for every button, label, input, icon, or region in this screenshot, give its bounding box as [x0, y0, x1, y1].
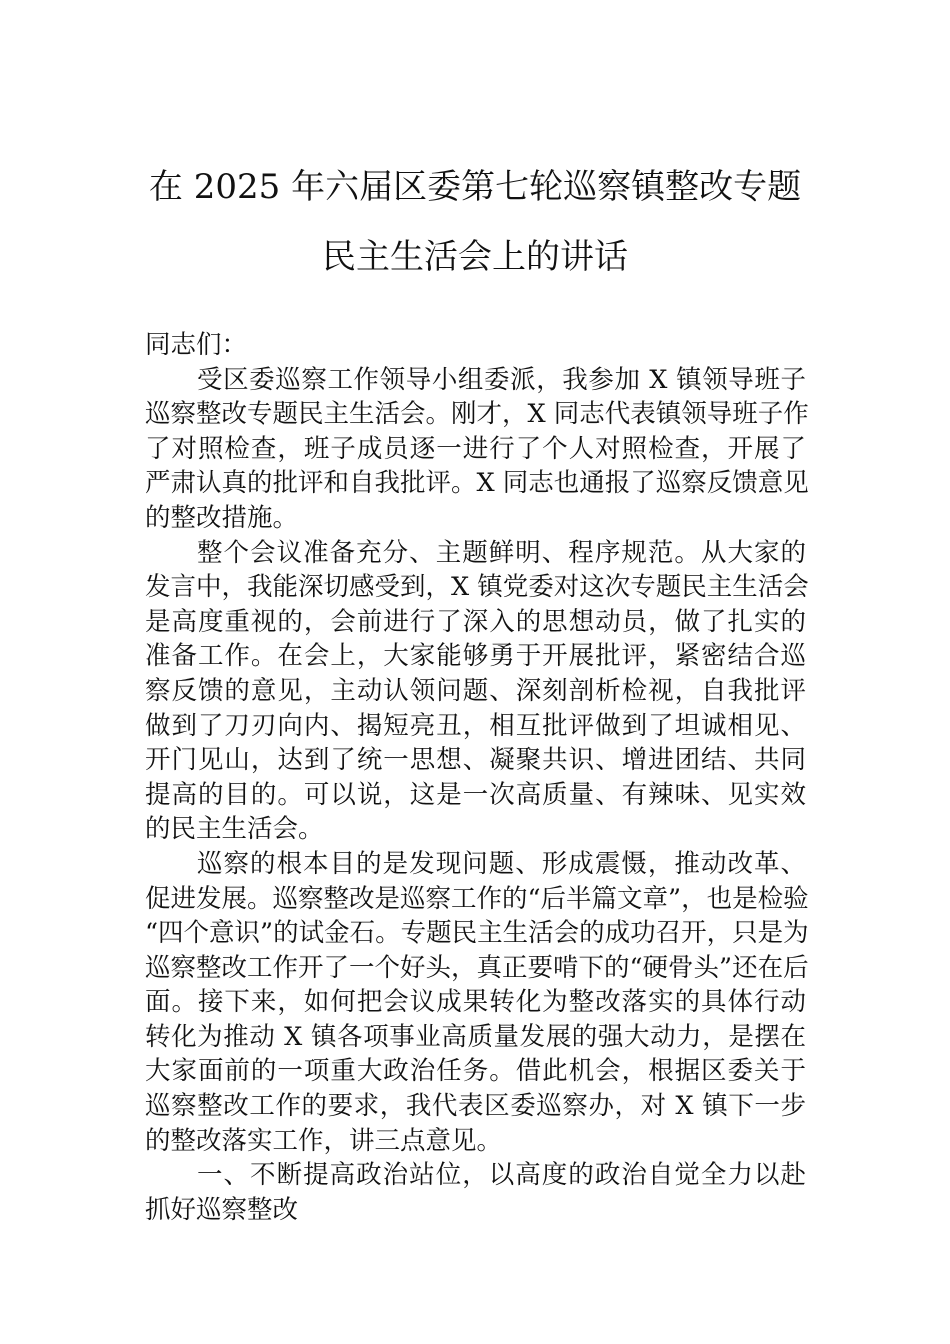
- section-heading: [145, 1158, 806, 1227]
- paragraph-line: 巡察整改工作的要求，我代表区委巡察办，对 X 镇下一步: [145, 1091, 806, 1122]
- paragraph-line: 抓好巡察整改: [145, 1194, 299, 1225]
- document-title-line-2: 民主生活会上的讲话: [322, 237, 628, 277]
- paragraph-line: 巡察整改工作开了一个好头，真正要啃下的“硬骨头”还在后: [145, 952, 809, 983]
- paragraph-line: 了对照检查，班子成员逐一进行了个人对照检查，开展了: [145, 433, 806, 464]
- paragraph-line: 准备工作。在会上，大家能够勇于开展批评，紧密结合巡: [145, 641, 806, 672]
- paragraph-line: 的整改落实工作，讲三点意见。: [145, 1125, 503, 1156]
- paragraph-line: 受区委巡察工作领导小组委派，我参加 X 镇领导班子: [197, 364, 806, 395]
- paragraph-line: 面。接下来，如何把会议成果转化为整改落实的具体行动: [145, 987, 806, 1018]
- paragraph-line: 整个会议准备充分、主题鲜明、程序规范。从大家的: [197, 537, 806, 568]
- paragraph-line: 的整改措施。: [145, 502, 299, 533]
- paragraph-line: 是高度重视的，会前进行了深入的思想动员，做了扎实的: [145, 606, 806, 637]
- paragraph-line: 促进发展。巡察整改是巡察工作的“后半篇文章”，也是检验: [145, 883, 809, 914]
- paragraph: [145, 536, 809, 847]
- paragraph-line: 巡察整改专题民主生活会。刚才，X 同志代表镇领导班子作: [145, 399, 809, 430]
- document-title-line-1: 在 2025 年六届区委第七轮巡察镇整改专题: [148, 167, 802, 207]
- document-body: [145, 328, 809, 1227]
- paragraph-line: 一、不断提高政治站位，以高度的政治自觉全力以赴: [197, 1160, 806, 1191]
- salutation: 同志们：: [145, 330, 248, 360]
- paragraph: [145, 847, 809, 1158]
- paragraph-line: 提高的目的。可以说，这是一次高质量、有辣味、见实效: [145, 779, 806, 810]
- paragraph-line: 转化为推动 X 镇各项事业高质量发展的强大动力，是摆在: [145, 1021, 806, 1052]
- paragraph-line: 大家面前的一项重大政治任务。借此机会，根据区委关于: [145, 1056, 806, 1087]
- paragraph-line: 察反馈的意见，主动认领问题、深刻剖析检视，自我批评: [145, 675, 806, 706]
- paragraph-line: 做到了刀刃向内、揭短亮丑，相互批评做到了坦诚相见、: [145, 710, 806, 741]
- paragraph-line: 的民主生活会。: [145, 814, 324, 845]
- paragraph-line: 巡察的根本目的是发现问题、形成震慑，推动改革、: [197, 848, 806, 879]
- paragraph-line: 发言中，我能深切感受到，X 镇党委对这次专题民主生活会: [145, 572, 809, 603]
- paragraph-line: 严肃认真的批评和自我批评。X 同志也通报了巡察反馈意见: [145, 468, 809, 499]
- paragraph-line: 开门见山，达到了统一思想、凝聚共识、增进团结、共同: [145, 745, 806, 776]
- paragraph-line: “四个意识”的试金石。专题民主生活会的成功召开，只是为: [145, 918, 809, 949]
- paragraph: [145, 363, 809, 536]
